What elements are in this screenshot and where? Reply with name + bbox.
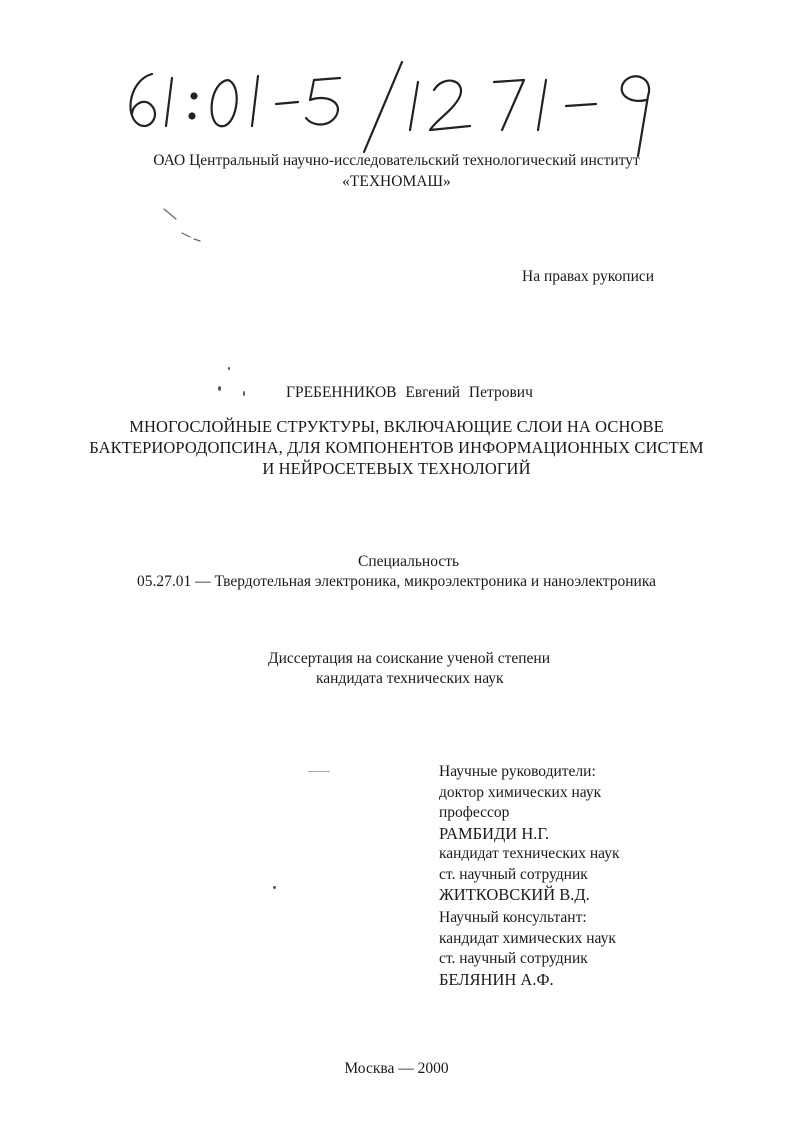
dissertation-title-line: И НЕЙРОСЕТЕВЫХ ТЕХНОЛОГИЙ: [262, 459, 531, 478]
supervisors-block: [439, 762, 620, 906]
scan-speck: [243, 391, 245, 396]
degree-line: Диссертация на соискание ученой степени: [268, 650, 550, 667]
supervisor-line: профессор: [439, 804, 510, 821]
supervisor-line: кандидат технических наук: [439, 845, 620, 862]
specialty-value: 05.27.01 — Твердотельная электроника, микроэлектроника и наноэлектроника: [136, 573, 657, 590]
author-name: ГРЕБЕННИКОВ Евгений Петрович: [286, 384, 533, 401]
supervisor-line: доктор химических наук: [439, 783, 602, 801]
consultant-block: [439, 908, 616, 990]
scan-speck: [228, 367, 230, 370]
consultant-line: ст. научный сотрудник: [439, 950, 588, 967]
dissertation-title-line: БАКТЕРИОРОДОПСИНА, ДЛЯ КОМПОНЕНТОВ ИНФОРМАЦИОННЫХ СИСТЕМ: [89, 438, 704, 457]
rights-note: На правах рукописи: [522, 268, 655, 285]
supervisor-name: РАМБИДИ Н.Г.: [439, 823, 550, 843]
supervisor-name: ЖИТКОВСКИЙ В.Д.: [439, 885, 590, 904]
supervisor-line: ст. научный сотрудник: [439, 865, 588, 883]
specialty-label: Специальность: [358, 553, 460, 570]
supervisors-heading: Научные руководители:: [439, 763, 596, 780]
scan-mark: [160, 205, 205, 245]
degree-line: кандидата технических наук: [316, 670, 504, 687]
dissertation-title-line: МНОГОСЛОЙНЫЕ СТРУКТУРЫ, ВКЛЮЧАЮЩИЕ СЛОИ НА ОСНОВЕ: [129, 417, 664, 436]
consultant-heading: Научный консультант:: [439, 909, 587, 926]
institution-short-name: «ТЕХНОМАШ»: [342, 173, 451, 190]
scan-speck: [308, 771, 330, 772]
consultant-line: кандидат химических наук: [439, 929, 616, 947]
city-year: Москва — 2000: [344, 1060, 449, 1077]
handwritten-archive-number: [110, 52, 690, 164]
scan-speck: [218, 386, 221, 391]
institution-name: ОАО Центральный научно-исследовательский технологический институт: [153, 152, 640, 169]
scan-speck: [273, 886, 276, 889]
consultant-name: БЕЛЯНИН А.Ф.: [439, 969, 554, 989]
